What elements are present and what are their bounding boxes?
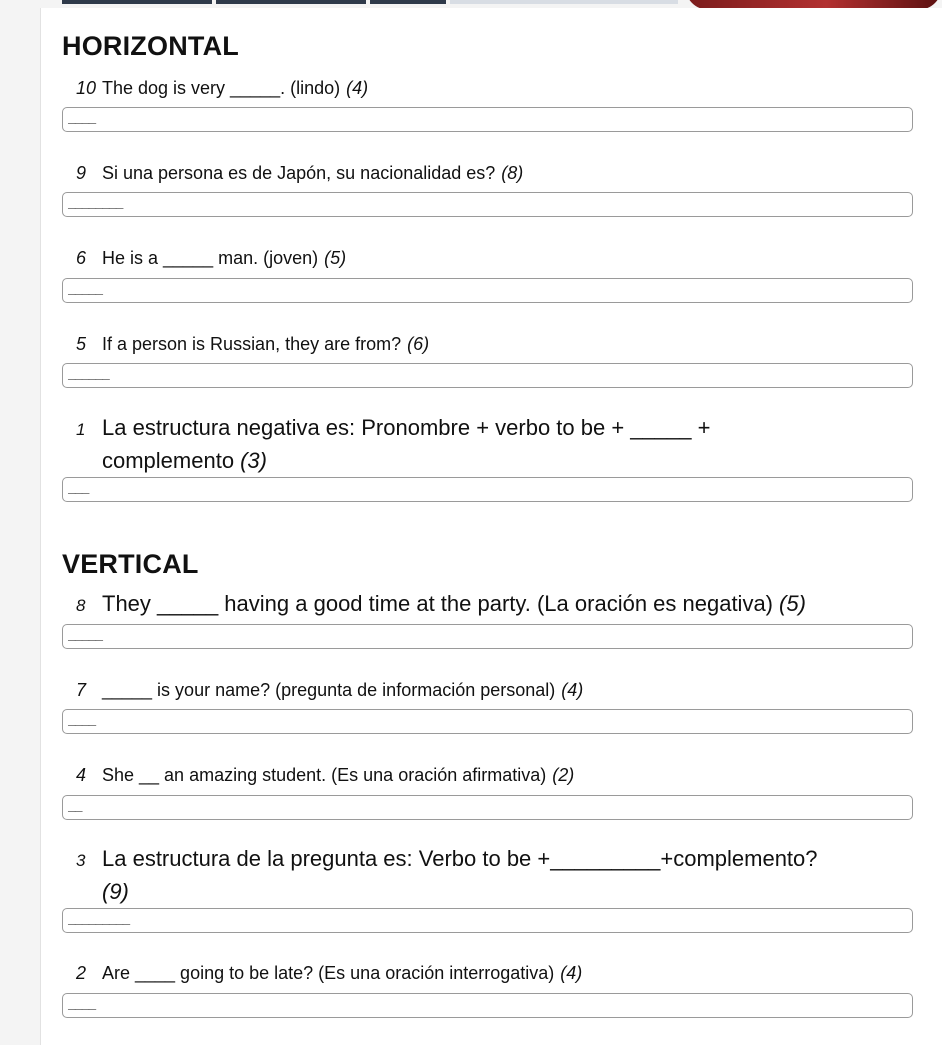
- clue-vertical-7: [76, 679, 902, 701]
- clue-text: She __ an amazing student. (Es una oración afirmativa): [102, 765, 547, 785]
- clue-length: (5): [324, 248, 347, 268]
- clue-length: (4): [346, 78, 369, 98]
- clue-length: (3): [240, 448, 267, 473]
- clue-vertical-4: [76, 764, 902, 786]
- answer-input-horizontal-10[interactable]: ____: [62, 107, 913, 132]
- clue-horizontal-9: [76, 162, 902, 184]
- clue-text: La estructura de la pregunta es: Verbo to be +_________+complemento?: [102, 846, 818, 871]
- clue-vertical-2: [76, 962, 902, 984]
- clue-text: The dog is very _____. (lindo): [102, 78, 341, 98]
- clue-text: La estructura negativa es: Pronombre + verbo to be + _____ +: [102, 415, 711, 440]
- clue-number: 5: [76, 334, 87, 354]
- answer-input-horizontal-5[interactable]: ______: [62, 363, 913, 388]
- clue-text: They _____ having a good time at the party. (La oración es negativa): [102, 591, 774, 616]
- top-progress-bar: [0, 0, 942, 6]
- clue-horizontal-10: [76, 77, 902, 99]
- clue-horizontal-6: [76, 247, 902, 269]
- clue-number: 6: [76, 248, 87, 268]
- progress-segment: [450, 0, 678, 4]
- clue-number: 10: [76, 78, 97, 98]
- clue-number: 3: [76, 851, 86, 870]
- clue-length: (8): [501, 163, 524, 183]
- clue-length: (6): [407, 334, 430, 354]
- clue-number: 7: [76, 680, 87, 700]
- clue-length: (4): [560, 963, 583, 983]
- horizontal-heading: HORIZONTAL: [62, 31, 239, 61]
- clue-horizontal-1: [76, 412, 902, 476]
- clue-horizontal-5: [76, 333, 902, 355]
- answer-input-vertical-8[interactable]: _____: [62, 624, 913, 649]
- answer-input-vertical-4[interactable]: __: [62, 795, 913, 820]
- progress-segment: [370, 0, 446, 4]
- answer-input-horizontal-6[interactable]: _____: [62, 278, 913, 303]
- clue-length: (9): [102, 879, 129, 904]
- clue-text: If a person is Russian, they are from?: [102, 334, 402, 354]
- clue-text: _____ is your name? (pregunta de información personal): [102, 680, 556, 700]
- clue-number: 2: [76, 963, 87, 983]
- progress-segment: [216, 0, 366, 4]
- answer-input-horizontal-9[interactable]: ________: [62, 192, 913, 217]
- answer-input-horizontal-1[interactable]: ___: [62, 477, 913, 502]
- clue-number: 1: [76, 420, 86, 439]
- clue-number: 9: [76, 163, 87, 183]
- clue-text: Si una persona es de Japón, su nacionalidad es?: [102, 163, 496, 183]
- clue-text: He is a _____ man. (joven): [102, 248, 319, 268]
- clue-text: Are ____ going to be late? (Es una oración interrogativa): [102, 963, 555, 983]
- clue-number: 4: [76, 765, 87, 785]
- clue-length: (2): [552, 765, 575, 785]
- answer-input-vertical-2[interactable]: ____: [62, 993, 913, 1018]
- clue-vertical-8: [76, 588, 902, 621]
- vertical-heading: VERTICAL: [62, 549, 199, 579]
- clue-vertical-3: [76, 843, 902, 907]
- answer-input-vertical-3[interactable]: _________: [62, 908, 913, 933]
- clue-length: (5): [779, 591, 806, 616]
- answer-input-vertical-7[interactable]: ____: [62, 709, 913, 734]
- progress-segment: [62, 0, 212, 4]
- clue-number: 8: [76, 596, 86, 615]
- clue-length: (4): [561, 680, 584, 700]
- clue-text-continued: complemento: [102, 448, 235, 473]
